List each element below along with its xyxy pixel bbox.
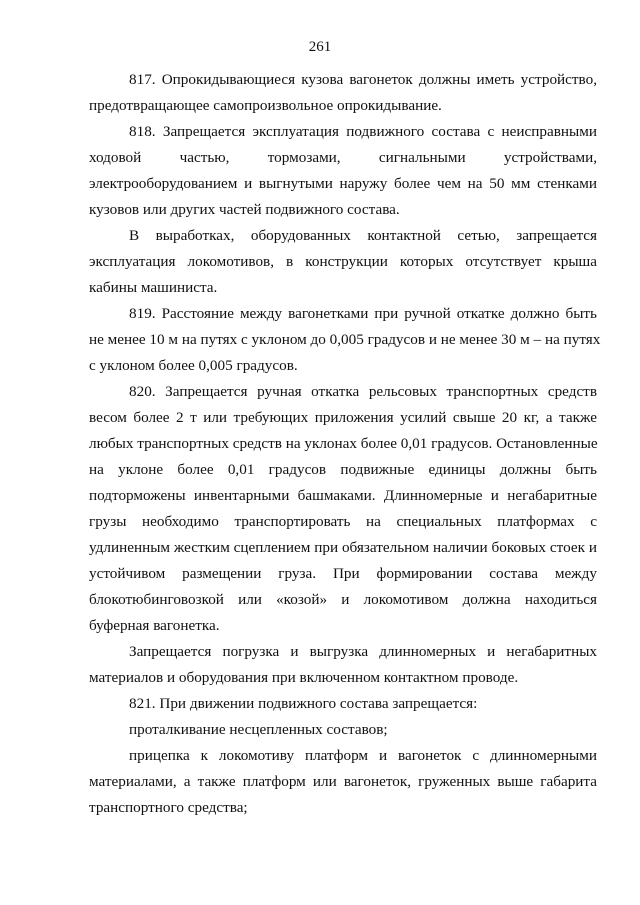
text-line: 821. При движении подвижного состава запрещается: xyxy=(129,695,478,712)
text-line: 818. Запрещается эксплуатация подвижного состава с неисправными xyxy=(129,123,597,140)
text-line: подторможены инвентарными башмаками. Длинномерные и негабаритные xyxy=(89,487,597,504)
text-line: кабины машиниста. xyxy=(89,279,218,296)
text-line: материалов и оборудования при включенном контактном проводе. xyxy=(89,669,519,686)
paragraph-contact-network xyxy=(89,223,597,301)
text-line: весом более 2 т или требующих приложения усилий свыше 20 кг, а также xyxy=(89,409,597,426)
text-line: кузовов или других частей подвижного состава. xyxy=(89,201,400,218)
text-line: грузы необходимо транспортировать на специальных платформах с xyxy=(89,513,597,530)
paragraph-817 xyxy=(89,67,597,119)
paragraph-821 xyxy=(89,691,597,717)
text-line: удлиненным жестким сцеплением при обязательном наличии боковых стоек и xyxy=(89,539,597,556)
text-line: проталкивание несцепленных составов; xyxy=(129,721,388,738)
text-line: эксплуатация локомотивов, в конструкции которых отсутствует крыша xyxy=(89,253,597,270)
text-line: электрооборудованием и выгнутыми наружу более чем на 50 мм стенками xyxy=(89,175,597,192)
paragraph-819 xyxy=(89,301,601,379)
list-item-pushing xyxy=(89,717,597,743)
text-line: 820. Запрещается ручная откатка рельсовых транспортных средств xyxy=(129,383,597,400)
text-line: Запрещается погрузка и выгрузка длинномерных и негабаритных xyxy=(129,643,597,660)
paragraph-818 xyxy=(89,119,597,223)
text-line: на уклоне более 0,01 градусов подвижные единицы должны быть xyxy=(89,461,597,478)
paragraph-loading xyxy=(89,639,597,691)
text-line: прицепка к локомотиву платформ и вагонеток с длинномерными xyxy=(129,747,597,764)
paragraph-820 xyxy=(89,379,597,639)
list-item-coupling xyxy=(89,743,597,821)
page-number: 261 xyxy=(308,39,332,55)
text-line: предотвращающее самопроизвольное опрокидывание. xyxy=(89,97,442,114)
text-line: транспортного средства; xyxy=(89,799,248,816)
text-line: ходовой частью, тормозами, сигнальными устройствами, xyxy=(89,149,597,166)
text-line: любых транспортных средств на уклонах более 0,01 градусов. Остановленные xyxy=(89,435,598,452)
text-line: не менее 10 м на путях с уклоном до 0,005 градусов и не менее 30 м – на путях xyxy=(89,331,601,348)
document-body xyxy=(89,67,601,821)
text-line: блокотюбинговозкой или «козой» и локомотивом должна находиться xyxy=(89,591,597,608)
text-line: с уклоном более 0,005 градусов. xyxy=(89,357,298,374)
text-line: 817. Опрокидывающиеся кузова вагонеток должны иметь устройство, xyxy=(129,71,597,88)
text-line: В выработках, оборудованных контактной сетью, запрещается xyxy=(129,227,597,244)
text-line: буферная вагонетка. xyxy=(89,617,220,634)
text-line: материалами, а также платформ или вагонеток, груженных выше габарита xyxy=(89,773,597,790)
text-line: 819. Расстояние между вагонетками при ручной откатке должно быть xyxy=(129,305,597,322)
text-line: устойчивом размещении груза. При формировании состава между xyxy=(89,565,597,582)
